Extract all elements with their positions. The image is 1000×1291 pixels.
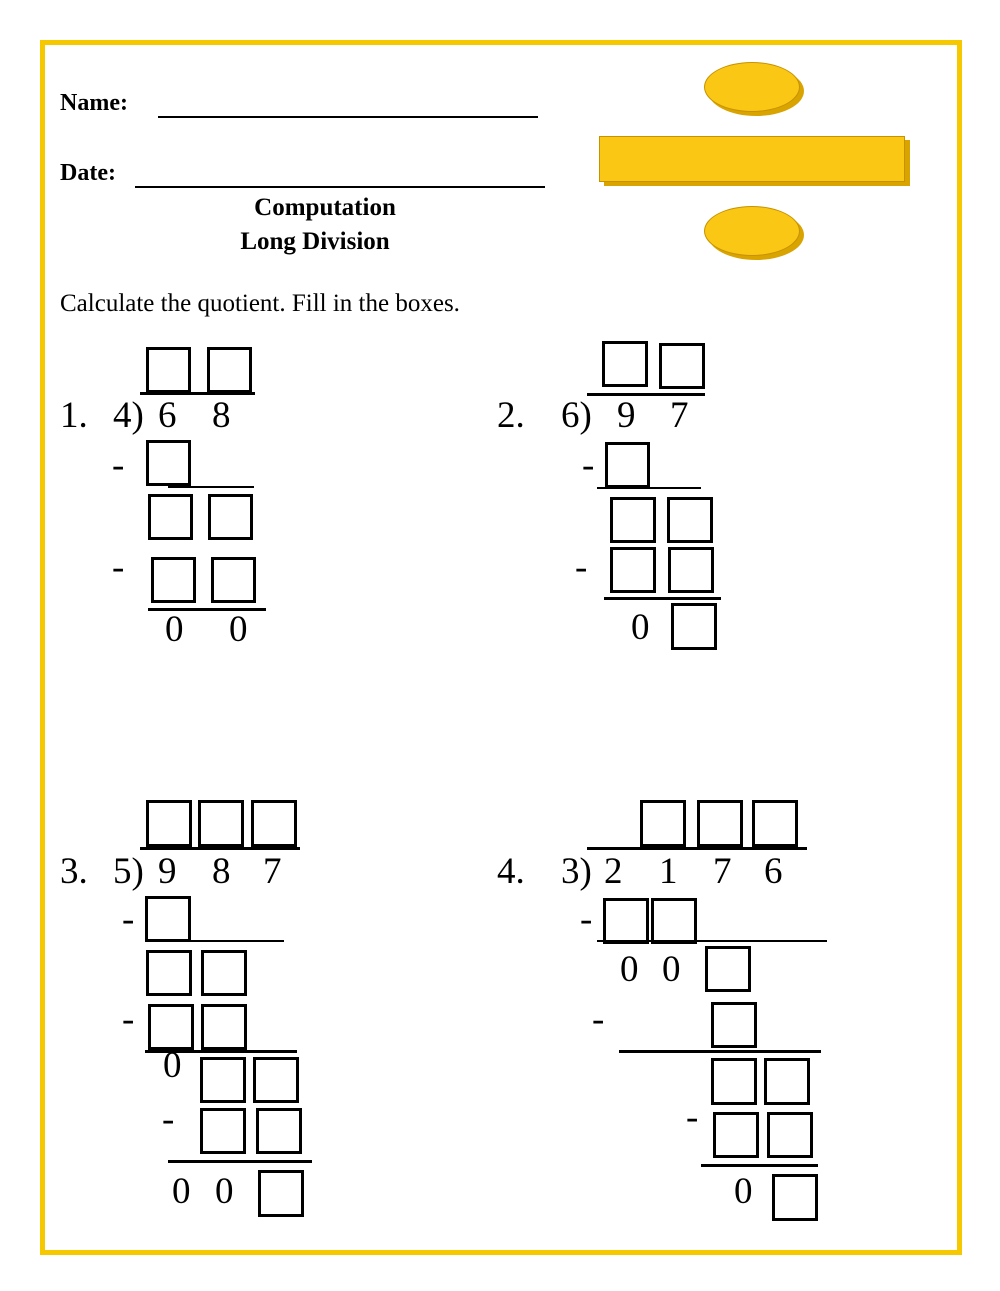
- minus-sign: -: [592, 999, 605, 1040]
- minus-sign: -: [122, 899, 135, 940]
- problem-number: 2.: [497, 395, 525, 436]
- dividend-digit: 7: [670, 395, 689, 436]
- dividend-digit: 2: [604, 851, 623, 892]
- subtraction-line: [168, 1160, 312, 1163]
- dividend-digit: 8: [212, 851, 231, 892]
- answer-box[interactable]: [200, 1057, 246, 1103]
- subtraction-line: [168, 486, 254, 488]
- answer-box[interactable]: [667, 497, 713, 543]
- subtraction-line: [146, 940, 284, 942]
- answer-box[interactable]: [211, 557, 256, 603]
- subtraction-line: [701, 1164, 818, 1167]
- answer-box[interactable]: [208, 494, 253, 540]
- answer-box[interactable]: [651, 898, 697, 944]
- quotient-box[interactable]: [602, 341, 648, 387]
- answer-box[interactable]: [201, 1004, 247, 1050]
- title-computation: Computation: [254, 194, 396, 221]
- quotient-box[interactable]: [697, 800, 743, 847]
- dividend-digit: 9: [617, 395, 636, 436]
- answer-box[interactable]: [603, 898, 649, 944]
- answer-box[interactable]: [668, 547, 714, 593]
- dividend-digit: 7: [263, 851, 282, 892]
- dividend-digit: 7: [713, 851, 732, 892]
- divisor: 6): [561, 395, 592, 436]
- minus-sign: -: [575, 547, 588, 588]
- answer-box[interactable]: [200, 1108, 246, 1154]
- minus-sign: -: [112, 547, 125, 588]
- minus-sign: -: [122, 999, 135, 1040]
- answer-box[interactable]: [705, 946, 751, 992]
- answer-box[interactable]: [713, 1112, 759, 1158]
- answer-box[interactable]: [711, 1058, 757, 1105]
- answer-box[interactable]: [764, 1058, 810, 1105]
- problem-number: 1.: [60, 395, 88, 436]
- mid-digit: 0: [620, 949, 639, 990]
- name-label: Name:: [60, 90, 128, 116]
- problem-number: 4.: [497, 851, 525, 892]
- name-field[interactable]: [158, 116, 538, 118]
- minus-sign: -: [582, 445, 595, 486]
- mid-digit: 0: [662, 949, 681, 990]
- answer-box[interactable]: [610, 497, 656, 543]
- answer-box[interactable]: [711, 1002, 757, 1048]
- dividend-digit: 6: [158, 395, 177, 436]
- answer-box[interactable]: [201, 950, 247, 996]
- answer-box[interactable]: [772, 1174, 818, 1221]
- divisor: 3): [561, 851, 592, 892]
- quotient-box[interactable]: [752, 800, 798, 847]
- answer-box[interactable]: [767, 1112, 813, 1158]
- date-label: Date:: [60, 160, 116, 186]
- mid-digit: 0: [163, 1045, 182, 1086]
- answer-box[interactable]: [145, 896, 191, 942]
- answer-box[interactable]: [610, 547, 656, 593]
- quotient-box[interactable]: [659, 343, 705, 389]
- divisor: 5): [113, 851, 144, 892]
- quotient-box[interactable]: [146, 800, 192, 847]
- quotient-box[interactable]: [198, 800, 244, 847]
- minus-sign: -: [162, 1099, 175, 1140]
- answer-box[interactable]: [148, 494, 193, 540]
- subtraction-line: [619, 1050, 821, 1053]
- quotient-box[interactable]: [640, 800, 686, 847]
- minus-sign: -: [580, 899, 593, 940]
- date-field[interactable]: [135, 186, 545, 188]
- quotient-box[interactable]: [207, 347, 252, 393]
- division-bar: [140, 847, 300, 850]
- division-bar: [587, 847, 807, 850]
- answer-box[interactable]: [671, 603, 717, 650]
- answer-box[interactable]: [253, 1057, 299, 1103]
- subtraction-line: [597, 487, 701, 489]
- dividend-digit: 9: [158, 851, 177, 892]
- remainder-digit: 0: [734, 1171, 753, 1212]
- problem-number: 3.: [60, 851, 88, 892]
- subtraction-line: [604, 597, 721, 600]
- remainder-digit: 0: [631, 607, 650, 648]
- remainder-digit: 0: [165, 609, 184, 650]
- quotient-box[interactable]: [146, 347, 191, 393]
- minus-sign: -: [686, 1097, 699, 1138]
- instructions: Calculate the quotient. Fill in the boxes.: [60, 290, 460, 317]
- answer-box[interactable]: [146, 440, 191, 486]
- minus-sign: -: [112, 445, 125, 486]
- divisor: 4): [113, 395, 144, 436]
- title-long-division: Long Division: [240, 228, 390, 255]
- remainder-digit: 0: [172, 1171, 191, 1212]
- answer-box[interactable]: [258, 1170, 304, 1217]
- answer-box[interactable]: [146, 950, 192, 996]
- subtraction-line: [597, 940, 827, 942]
- dividend-digit: 8: [212, 395, 231, 436]
- answer-box[interactable]: [148, 1004, 194, 1050]
- dividend-digit: 6: [764, 851, 783, 892]
- answer-box[interactable]: [256, 1108, 302, 1154]
- answer-box[interactable]: [151, 557, 196, 603]
- remainder-digit: 0: [215, 1171, 234, 1212]
- remainder-digit: 0: [229, 609, 248, 650]
- answer-box[interactable]: [605, 442, 650, 488]
- quotient-box[interactable]: [251, 800, 297, 847]
- dividend-digit: 1: [659, 851, 678, 892]
